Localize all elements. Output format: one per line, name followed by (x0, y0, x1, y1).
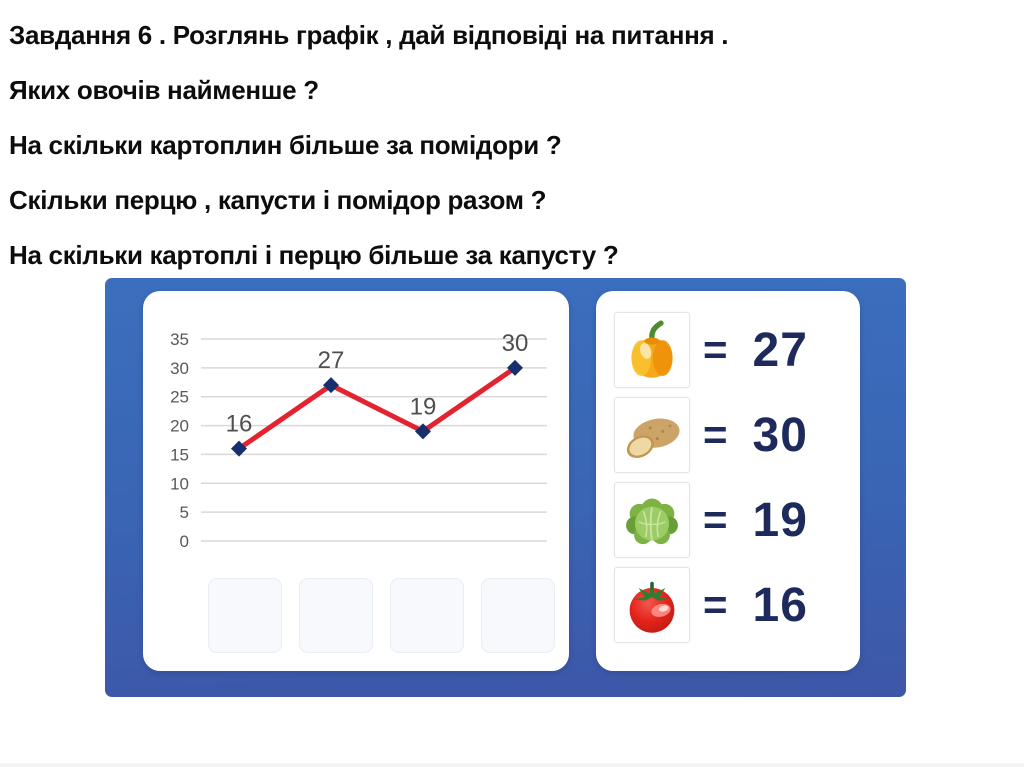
question-4: На скільки картоплі і перцю більше за капусту ? (9, 240, 619, 270)
y-axis-tick-label: 0 (179, 532, 189, 551)
data-line (239, 368, 515, 449)
potato-icon (618, 401, 686, 469)
pepper-count: 27 (752, 323, 808, 377)
question-block (9, 20, 1009, 295)
answer-slots (208, 578, 555, 653)
empty-answer-slot (481, 578, 555, 653)
y-axis-tick-label: 15 (170, 445, 189, 465)
legend-row-potato (614, 397, 860, 473)
legend-row-pepper (614, 312, 860, 388)
y-axis-tick-label: 25 (170, 387, 189, 407)
data-point-label: 27 (317, 347, 345, 375)
data-point-label: 30 (501, 329, 529, 357)
y-axis-tick-label: 35 (170, 330, 189, 349)
empty-answer-slot (299, 578, 373, 653)
question-3: Скільки перцю , капусти і помідор разом ? (9, 185, 547, 215)
y-axis-tick-label: 30 (170, 358, 189, 378)
equals-sign: = (703, 496, 728, 543)
potato-count: 30 (752, 408, 808, 462)
chart-card (143, 291, 569, 671)
legend-card (596, 291, 860, 671)
cabbage-count: 19 (752, 493, 808, 547)
question-1: Яких овочів найменше ? (9, 75, 319, 105)
legend-row-cabbage (614, 482, 860, 558)
equals-sign: = (703, 326, 728, 373)
tomato-icon (618, 571, 686, 639)
tomato-image-tile (614, 567, 690, 643)
legend-rows (596, 291, 860, 643)
y-axis-tick-label: 20 (170, 416, 189, 436)
question-2: На скільки картоплин більше за помідори ? (9, 130, 562, 160)
pepper-image-tile (614, 312, 690, 388)
empty-answer-slot (390, 578, 464, 653)
cabbage-image-tile (614, 482, 690, 558)
equals-sign: = (703, 581, 728, 628)
tomato-count: 16 (752, 578, 808, 632)
data-point-label: 16 (225, 410, 253, 438)
y-axis-tick-label: 10 (170, 474, 189, 494)
pepper-icon (618, 316, 686, 384)
cabbage-icon (618, 486, 686, 554)
y-axis-tick-label: 5 (179, 503, 189, 523)
blue-board (105, 278, 906, 697)
task-title: Завдання 6 . Розглянь графік , дай відповіді на питання . (9, 20, 729, 50)
legend-row-tomato (614, 567, 860, 643)
line-chart (143, 291, 569, 571)
data-point-label: 19 (409, 393, 437, 421)
potato-image-tile (614, 397, 690, 473)
empty-answer-slot (208, 578, 282, 653)
equals-sign: = (703, 411, 728, 458)
